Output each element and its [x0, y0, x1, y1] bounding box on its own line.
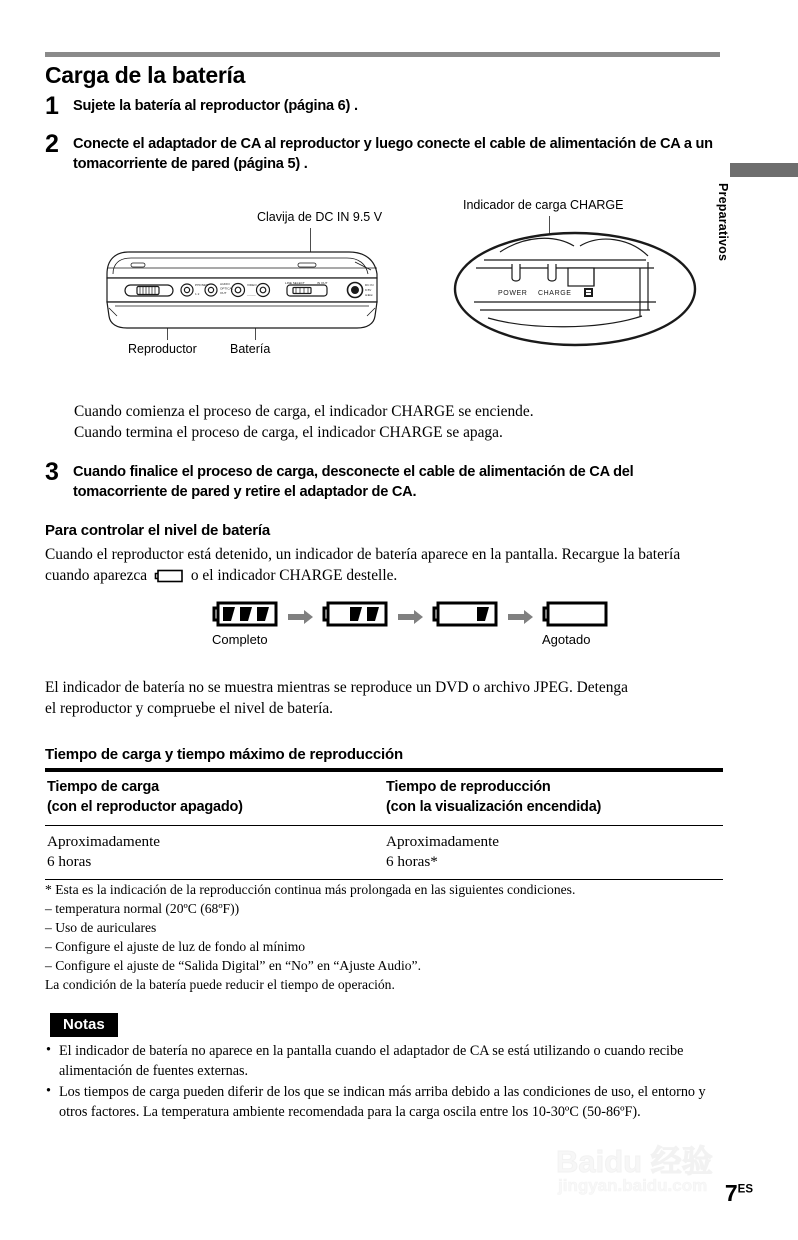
table-header-cell-playback-time [384, 772, 723, 825]
note-bullet-icon: • [46, 1083, 51, 1099]
table-header-playback-time-line2: (con la visualización encendida) [386, 798, 602, 815]
battery-level-text-2a: batería cuando aparezca [45, 546, 681, 584]
step-1-number: 1 [45, 92, 59, 120]
paragraph-charge-on: Cuando comienza el proceso de carga, el indicador CHARGE se enciende. [74, 403, 534, 420]
footnote-3: – Configure el ajuste de luz de fondo al mínimo [45, 939, 306, 954]
notes-badge: Notas [50, 1013, 118, 1037]
side-tab-bar [730, 163, 798, 177]
side-tab-label: Preparativos [716, 183, 730, 262]
step-3 [45, 458, 723, 502]
paragraph-jpeg-note [45, 678, 725, 719]
footnote-0: * Esta es la indicación de la reproducción continua más prolongada en las siguientes condiciones. [45, 882, 576, 897]
step-2-number: 2 [45, 130, 59, 158]
svg-text:_____: _____ [247, 292, 256, 296]
inline-empty-battery-icon [154, 568, 184, 589]
table-cell-charge-time-value [45, 826, 384, 879]
section-heading-battery-level: Para controlar el nivel de batería [45, 522, 270, 539]
note-item [45, 1042, 735, 1081]
paragraph-charge-status [74, 402, 724, 443]
table-row [45, 826, 723, 879]
note-item [45, 1083, 735, 1122]
footnote-list [45, 880, 735, 994]
step-2-text: Conecte el adaptador de CA al reproductor y luego conecte el cable de alimentación de CA a un tomacorriente de pared (página 5) . [73, 136, 713, 172]
player-side-panel-illustration [103, 244, 383, 332]
battery-icon-full [212, 600, 280, 633]
figure-label-charge-indicator: Indicador de carga CHARGE [463, 198, 624, 212]
svg-text:IN OUT: IN OUT [317, 281, 328, 285]
battery-caption-empty: Agotado [542, 632, 591, 647]
footnote-4: – Configure el ajuste de “Salida Digital” en “No” en “Ajuste Audio”. [45, 958, 421, 973]
header-rule [45, 52, 720, 57]
side-tab-preparativos [716, 163, 798, 313]
battery-icon-empty [542, 600, 610, 633]
svg-text:AUDIO: AUDIO [220, 282, 230, 286]
footnote-2: – Uso de auriculares [45, 920, 157, 935]
svg-text:VIDEO: VIDEO [247, 283, 257, 287]
paragraph-jpeg-line-1: El indicador de batería no se muestra mientras se reproduce un DVD o archivo JPEG. Detenga [45, 679, 628, 696]
page-title: Carga de la batería [45, 62, 246, 88]
arrow-icon-1 [288, 610, 314, 629]
svg-text:⊖⊕⊖: ⊖⊕⊖ [365, 293, 373, 297]
battery-level-text-1: Cuando el reproductor está detenido, un indicador de batería aparece en la pantalla. Recargue la [45, 546, 635, 563]
battery-icon-two-thirds [322, 600, 390, 633]
arrow-icon-2 [398, 610, 424, 629]
footnote-1: – temperatura normal (20ºC (68ºF)) [45, 901, 240, 916]
table-header-playback-time-line1: Tiempo de reproducción [386, 779, 551, 795]
panel-label-charge: CHARGE [538, 290, 572, 297]
step-2 [45, 130, 723, 174]
watermark-main-text: Baidu 经验 [556, 1144, 713, 1179]
charge-time-table [45, 768, 723, 880]
charge-time-approx: Aproximadamente [47, 833, 161, 851]
step-3-text: Cuando finalice el proceso de carga, desconecte el cable de alimentación de CA del tomacorriente de pared y retire el adaptador de CA. [73, 464, 634, 500]
table-cell-playback-time-value [384, 826, 723, 879]
figure-label-player: Reproductor [128, 342, 197, 356]
panel-label-power: POWER [498, 290, 528, 297]
paragraph-jpeg-line-2: el reproductor y compruebe el nivel de batería. [45, 699, 334, 717]
step-3-number: 3 [45, 458, 59, 486]
note-bullet-icon: • [46, 1042, 51, 1058]
table-header-charge-time-line2: (con el reproductor apagado) [47, 798, 243, 815]
paragraph-charge-off: Cuando termina el proceso de carga, el indicador CHARGE se apaga. [74, 423, 503, 441]
arrow-icon-3 [508, 610, 534, 629]
watermark-sub-text: jingyan.baidu.com [558, 1176, 708, 1195]
charge-time-hours: 6 horas [47, 852, 92, 870]
svg-text:9.5V: 9.5V [365, 288, 372, 292]
svg-text:LINE SELECT: LINE SELECT [285, 281, 305, 285]
section-heading-charge-time: Tiempo de carga y tiempo máximo de reproducción [45, 746, 403, 763]
battery-level-text-2b: o el indicador CHARGE destelle. [190, 567, 398, 584]
svg-text:OPTICAL: OPTICAL [220, 286, 234, 291]
battery-level-sequence [212, 600, 591, 652]
figure-label-dc-in: Clavija de DC IN 9.5 V [257, 210, 383, 224]
notes-list [45, 1042, 735, 1124]
svg-text:PHONES: PHONES [195, 283, 209, 287]
svg-text:DC IN: DC IN [365, 283, 374, 287]
playback-time-hours: 6 horas* [386, 852, 438, 870]
step-1 [45, 92, 723, 120]
step-1-text: Sujete la batería al reproductor (página 6) . [73, 98, 358, 114]
playback-time-approx: Aproximadamente [386, 833, 500, 851]
figure-connection-diagram [45, 192, 723, 372]
note-text-1: Los tiempos de carga pueden diferir de los que se indican más arriba debido a las condiciones de uso, el entorno y otros factores. La temperatura ambiente recomendada para la carga oscila entre los 10-30ºC (50-86ºF). [59, 1084, 706, 1120]
battery-caption-full: Completo [212, 632, 268, 647]
paragraph-battery-level [45, 544, 727, 589]
svg-text:OUT: OUT [220, 291, 227, 295]
svg-text:1 2: 1 2 [195, 292, 200, 296]
page-number [725, 1180, 753, 1207]
note-text-0: El indicador de batería no aparece en la pantalla cuando el adaptador de CA se está utilizando o cuando recibe alimentación de fuentes externas. [59, 1043, 684, 1079]
page-number-value: 7 [724, 1180, 738, 1206]
footnote-5: La condición de la batería puede reducir el tiempo de operación. [45, 977, 395, 992]
battery-icon-one-third [432, 600, 500, 633]
figure-label-battery: Batería [230, 342, 271, 356]
table-header-cell-charge-time [45, 772, 384, 825]
table-header-row [45, 772, 723, 825]
table-header-charge-time-line1: Tiempo de carga [47, 779, 159, 795]
page-number-locale: ES [737, 1183, 753, 1196]
charge-indicator-illustration [450, 230, 700, 345]
